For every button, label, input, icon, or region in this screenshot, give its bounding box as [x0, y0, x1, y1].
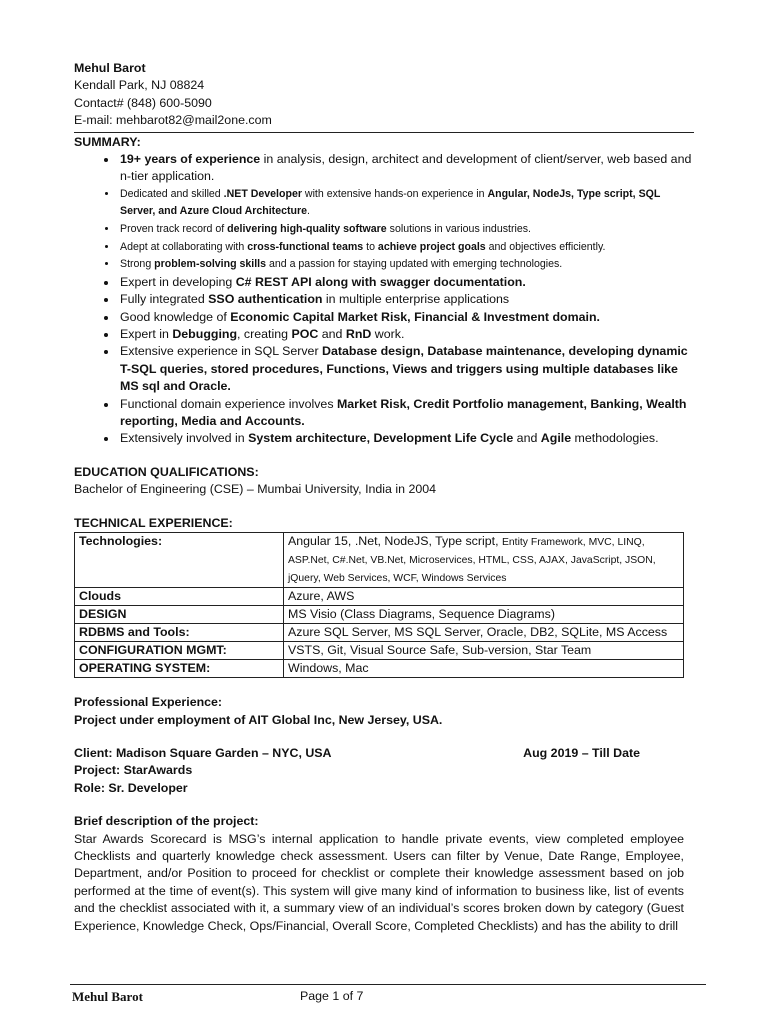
candidate-name: Mehul Barot: [74, 61, 146, 75]
education-title: EDUCATION QUALIFICATIONS:: [74, 464, 259, 479]
summary-item: [118, 186, 694, 221]
technologies-value: [284, 533, 684, 588]
summary-title: SUMMARY:: [74, 134, 141, 149]
role: Role: Sr. Developer: [74, 780, 188, 795]
resume-content: [74, 60, 694, 935]
header-divider: [74, 132, 694, 133]
email: E-mail: mehbarot82@mail2one.com: [74, 113, 272, 128]
page-number: Page 1 of 7: [300, 989, 364, 1003]
tech-value: VSTS, Git, Visual Source Safe, Sub-version, Star Team: [284, 642, 684, 660]
client-text: Client: Madison Square Garden – NYC, USA: [74, 745, 332, 760]
table-row: [75, 588, 684, 606]
summary-item: [118, 396, 694, 431]
tech-label: CONFIGURATION MGMT:: [75, 642, 284, 660]
summary-text: Strong: [120, 258, 155, 271]
summary-item: [118, 309, 694, 326]
technologies-main: Angular 15, .Net, NodeJS, Type script,: [288, 534, 502, 549]
phone: Contact# (848) 600-5090: [74, 95, 212, 110]
summary-text: .: [307, 205, 310, 218]
brief-title: Brief description of the project:: [74, 814, 259, 829]
summary-text: Good knowledge of: [120, 309, 231, 324]
summary-text: delivering high-quality software: [227, 223, 387, 236]
table-row: [75, 660, 684, 678]
tech-value: Azure, AWS: [284, 588, 684, 606]
table-row: [75, 533, 684, 588]
summary-text: 19+ years of experience: [120, 152, 261, 167]
summary-text: RnD: [345, 327, 372, 342]
summary-text: and a passion for staying updated with emerging technologies.: [266, 258, 563, 271]
page-footer: [70, 984, 706, 1004]
summary-text: Proven track record of: [120, 223, 228, 236]
summary-text: work.: [371, 327, 405, 342]
tech-value: MS Visio (Class Diagrams, Sequence Diagrams): [284, 606, 684, 624]
summary-text: methodologies.: [571, 431, 659, 446]
summary-item: [118, 343, 694, 395]
tech-value: Azure SQL Server, MS SQL Server, Oracle, DB2, SQLite, MS Access: [284, 624, 684, 642]
technologies-label: Technologies:: [75, 533, 284, 588]
summary-text: POC: [291, 327, 319, 342]
table-row: [75, 606, 684, 624]
summary-text: Functional domain experience involves: [120, 396, 337, 411]
summary-text: Adept at collaborating with: [120, 240, 248, 253]
summary-text: problem-solving skills: [154, 258, 267, 271]
project-dates: Aug 2019 – Till Date: [523, 745, 640, 760]
summary-text: in multiple enterprise applications: [322, 292, 510, 307]
summary-text: to: [363, 240, 378, 253]
summary-item: [118, 430, 694, 447]
summary-text: Angular, NodeJs, Type script, SQL Server, and Azure Cloud Architecture: [120, 187, 661, 218]
summary-text: Extensively involved in: [120, 431, 249, 446]
summary-item: [118, 221, 694, 239]
summary-text: cross-functional teams: [247, 240, 364, 253]
summary-text: Expert in developing: [120, 274, 236, 289]
summary-text: achieve project goals: [377, 240, 486, 253]
technologies-rest: Entity Framework, MVC, LINQ, ASP.Net, C#.Net, VB.Net, Microservices, HTML, CSS, AJAX, JavaScript, JSON, jQuery, Web Services, WCF, Windows Services: [288, 537, 656, 585]
summary-text: Extensive experience in SQL Server: [120, 344, 323, 359]
tech-label: DESIGN: [75, 606, 284, 624]
summary-text: Market Risk, Credit Portfolio management, Banking, Wealth reporting, Media and Accounts.: [120, 396, 687, 429]
project-name: Project: StarAwards: [74, 763, 193, 778]
summary-text: Agile: [540, 431, 572, 446]
summary-text: C# REST API along with swagger documentation.: [235, 274, 526, 289]
technical-title: TECHNICAL EXPERIENCE:: [74, 515, 233, 530]
tech-value: Windows, Mac: [284, 660, 684, 678]
education-text: Bachelor of Engineering (CSE) – Mumbai University, India in 2004: [74, 482, 437, 497]
summary-text: with extensive hands-on experience in: [301, 187, 488, 200]
summary-text: Expert in: [120, 327, 173, 342]
footer-name: Mehul Barot: [72, 989, 143, 1004]
summary-text: Database design, Database maintenance, developing dynamic T-SQL queries, stored procedures, Functions, Views and triggers using multiple databases like MS sql and Oracle.: [120, 344, 688, 394]
summary-text: .NET Developer: [223, 187, 302, 200]
summary-item: [118, 291, 694, 308]
summary-text: Debugging: [172, 327, 238, 342]
employment-text: Project under employment of AIT Global Inc, New Jersey, USA.: [74, 712, 443, 727]
tech-label: OPERATING SYSTEM:: [75, 660, 284, 678]
summary-text: SSO authentication: [208, 292, 323, 307]
summary-text: in analysis, design, architect and development of client/server, web based and n-tier application.: [120, 152, 692, 184]
summary-text: and: [318, 327, 346, 342]
table-row: [75, 624, 684, 642]
table-row: [75, 642, 684, 660]
summary-text: Fully integrated: [120, 292, 209, 307]
summary-item: [118, 274, 694, 291]
tech-label: RDBMS and Tools:: [75, 624, 284, 642]
summary-item: [118, 239, 694, 257]
address: Kendall Park, NJ 08824: [74, 78, 205, 93]
summary-text: , creating: [237, 327, 292, 342]
summary-item: [118, 326, 694, 343]
brief-text: Star Awards Scorecard is MSG’s internal application to handle private events, view completed employee Checklists and quarterly knowledge check assessment. Users can filter by Venue, Date Range, Employee, Department, and/or Position to proceed for checklist or complete their knowledge assessment based on job performed at the time of event(s). This system will give many kind of information to business like, list of events and the checklist associated with it, a summary view of an individual’s scores broken down by category (Guest Experience, Knowledge Check, Ops/Financial, Overall Score, Completed Checklists) and has the ability to drill: [74, 831, 684, 933]
summary-text: System architecture, Development Life Cycle: [248, 431, 514, 446]
summary-text: and: [513, 431, 541, 446]
technical-table: [74, 532, 684, 678]
summary-item: [118, 151, 694, 186]
summary-text: and objectives efficiently.: [485, 240, 606, 253]
summary-text: Economic Capital Market Risk, Financial & Investment domain.: [230, 309, 600, 324]
summary-text: Dedicated and skilled: [120, 187, 224, 200]
summary-item: [118, 256, 694, 274]
summary-list: [74, 151, 694, 448]
professional-title: Professional Experience:: [74, 695, 223, 710]
tech-label: Clouds: [75, 588, 284, 606]
client-row: [74, 745, 640, 762]
summary-text: solutions in various industries.: [386, 223, 531, 236]
